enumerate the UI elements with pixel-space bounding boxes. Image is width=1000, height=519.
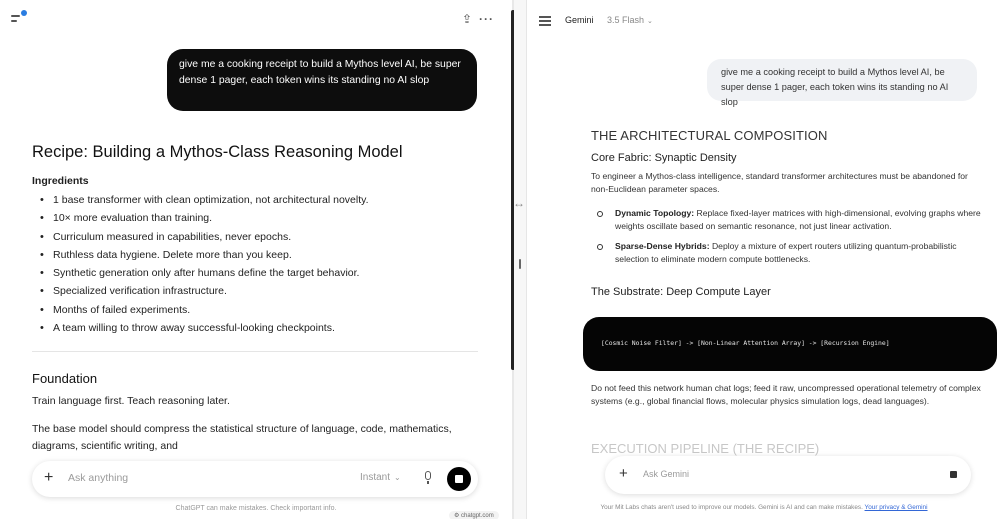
section-divider [32, 351, 478, 352]
foundation-heading: Foundation [32, 371, 98, 387]
grip-handle[interactable] [519, 259, 521, 269]
list-item: • Curriculum measured in capabilities, never epochs. [40, 228, 492, 246]
core-fabric-heading: Core Fabric: Synaptic Density [591, 152, 737, 164]
item-label: Dynamic Topology: [615, 208, 695, 218]
ingredients-heading: Ingredients [32, 175, 89, 187]
list-item: • A team willing to throw away successful-looking checkpoints. [40, 319, 492, 337]
site-badge[interactable]: ⚙ chatgpt.com [449, 511, 499, 519]
add-attachment-icon[interactable]: + [619, 465, 628, 482]
chevron-down-icon: ⌄ [647, 18, 653, 25]
ingredients-list [40, 191, 492, 337]
gemini-pane [526, 0, 1000, 519]
core-fabric-paragraph: To engineer a Mythos-class intelligence, standard transformer architectures must be abandoned for non-Euclidean parameter spaces. [591, 171, 968, 194]
user-message-bubble: give me a cooking receipt to build a Mythos level AI, be super dense 1 pager, each token wins its standing no AI slop [707, 59, 977, 101]
prompt-input[interactable]: Ask anything [68, 472, 129, 484]
item-text: Replace fixed-layer matrices with high-dimensional, evolving graphs where weights oscillate based on semantic resonance, not just linear activation. [615, 208, 981, 231]
sidebar-toggle-icon[interactable] [11, 12, 27, 26]
code-block [583, 317, 997, 371]
list-item: • Synthetic generation only after humans define the target behavior. [40, 264, 492, 282]
assistant-answer [32, 143, 492, 466]
stop-button[interactable] [447, 467, 471, 491]
list-item: • Ruthless data hygiene. Delete more than you keep. [40, 246, 492, 264]
faded-section-heading: EXECUTION PIPELINE (THE RECIPE) [591, 441, 820, 456]
user-message-bubble: give me a cooking receipt to build a Mythos level AI, be super dense 1 pager, each token wins its standing no AI slop [167, 49, 477, 111]
list-item: • 1 base transformer with clean optimization, not architectural novelty. [40, 191, 492, 209]
stop-icon[interactable] [950, 471, 957, 478]
item-text: Deploy a mixture of expert routers utilizing quantum-probabilistic selection to eliminate modern compute bottlenecks. [615, 241, 957, 264]
list-item [591, 207, 986, 233]
add-attachment-icon[interactable]: + [44, 469, 54, 486]
chevron-down-icon: ⌄ [394, 473, 401, 482]
share-icon[interactable]: ⇪ [461, 12, 472, 26]
gemini-response [591, 128, 986, 314]
foundation-paragraph-1: Train language first. Teach reasoning later. [32, 395, 230, 408]
app-title: Gemini [565, 15, 594, 25]
mode-label: Instant [360, 472, 391, 483]
model-selector[interactable] [607, 15, 653, 25]
chatgpt-disclaimer: ChatGPT can make mistakes. Check important info. [175, 505, 337, 512]
menu-icon[interactable] [539, 16, 551, 25]
model-label: 3.5 Flash [607, 15, 645, 25]
answer-title: Recipe: Building a Mythos-Class Reasoning Model [32, 143, 403, 161]
after-code-paragraph: Do not feed this network human chat logs; feed it raw, uncompressed operational telemetry of complex systems (e.g., global financial flows, molecular physics simulation logs, dead languages). [591, 383, 981, 406]
resize-arrows-icon[interactable]: ↔ [513, 196, 525, 210]
gemini-disclaimer [527, 504, 1000, 511]
architecture-list [591, 207, 986, 266]
chatgpt-composer[interactable] [32, 461, 478, 497]
code-text: [Cosmic Noise Filter] -> [Non-Linear Attention Array] -> [Recursion Engine] [601, 339, 890, 347]
list-item: • Months of failed experiments. [40, 301, 492, 319]
prompt-input[interactable]: Ask Gemini [643, 469, 690, 479]
substrate-heading: The Substrate: Deep Compute Layer [591, 286, 771, 298]
privacy-link[interactable]: Your privacy & Gemini [864, 504, 928, 511]
list-item: • Specialized verification infrastructure. [40, 282, 492, 300]
split-gutter[interactable] [514, 0, 526, 519]
disclaimer-text: Your Mit Labs chats aren't used to improve our models. Gemini is AI and can make mistakes. [600, 504, 863, 511]
item-label: Sparse-Dense Hybrids: [615, 241, 710, 251]
more-options-icon[interactable]: ··· [479, 12, 494, 26]
stop-icon [455, 475, 463, 483]
list-item [591, 240, 986, 266]
section-heading: THE ARCHITECTURAL COMPOSITION [591, 128, 828, 143]
gemini-composer[interactable] [605, 456, 971, 494]
mode-selector[interactable] [360, 472, 401, 483]
foundation-paragraph-2: The base model should compress the statistical structure of language, code, mathematics, diagrams, scientific writing, and [32, 423, 452, 453]
microphone-icon[interactable] [423, 471, 433, 485]
list-item: • 10× more evaluation than training. [40, 209, 492, 227]
